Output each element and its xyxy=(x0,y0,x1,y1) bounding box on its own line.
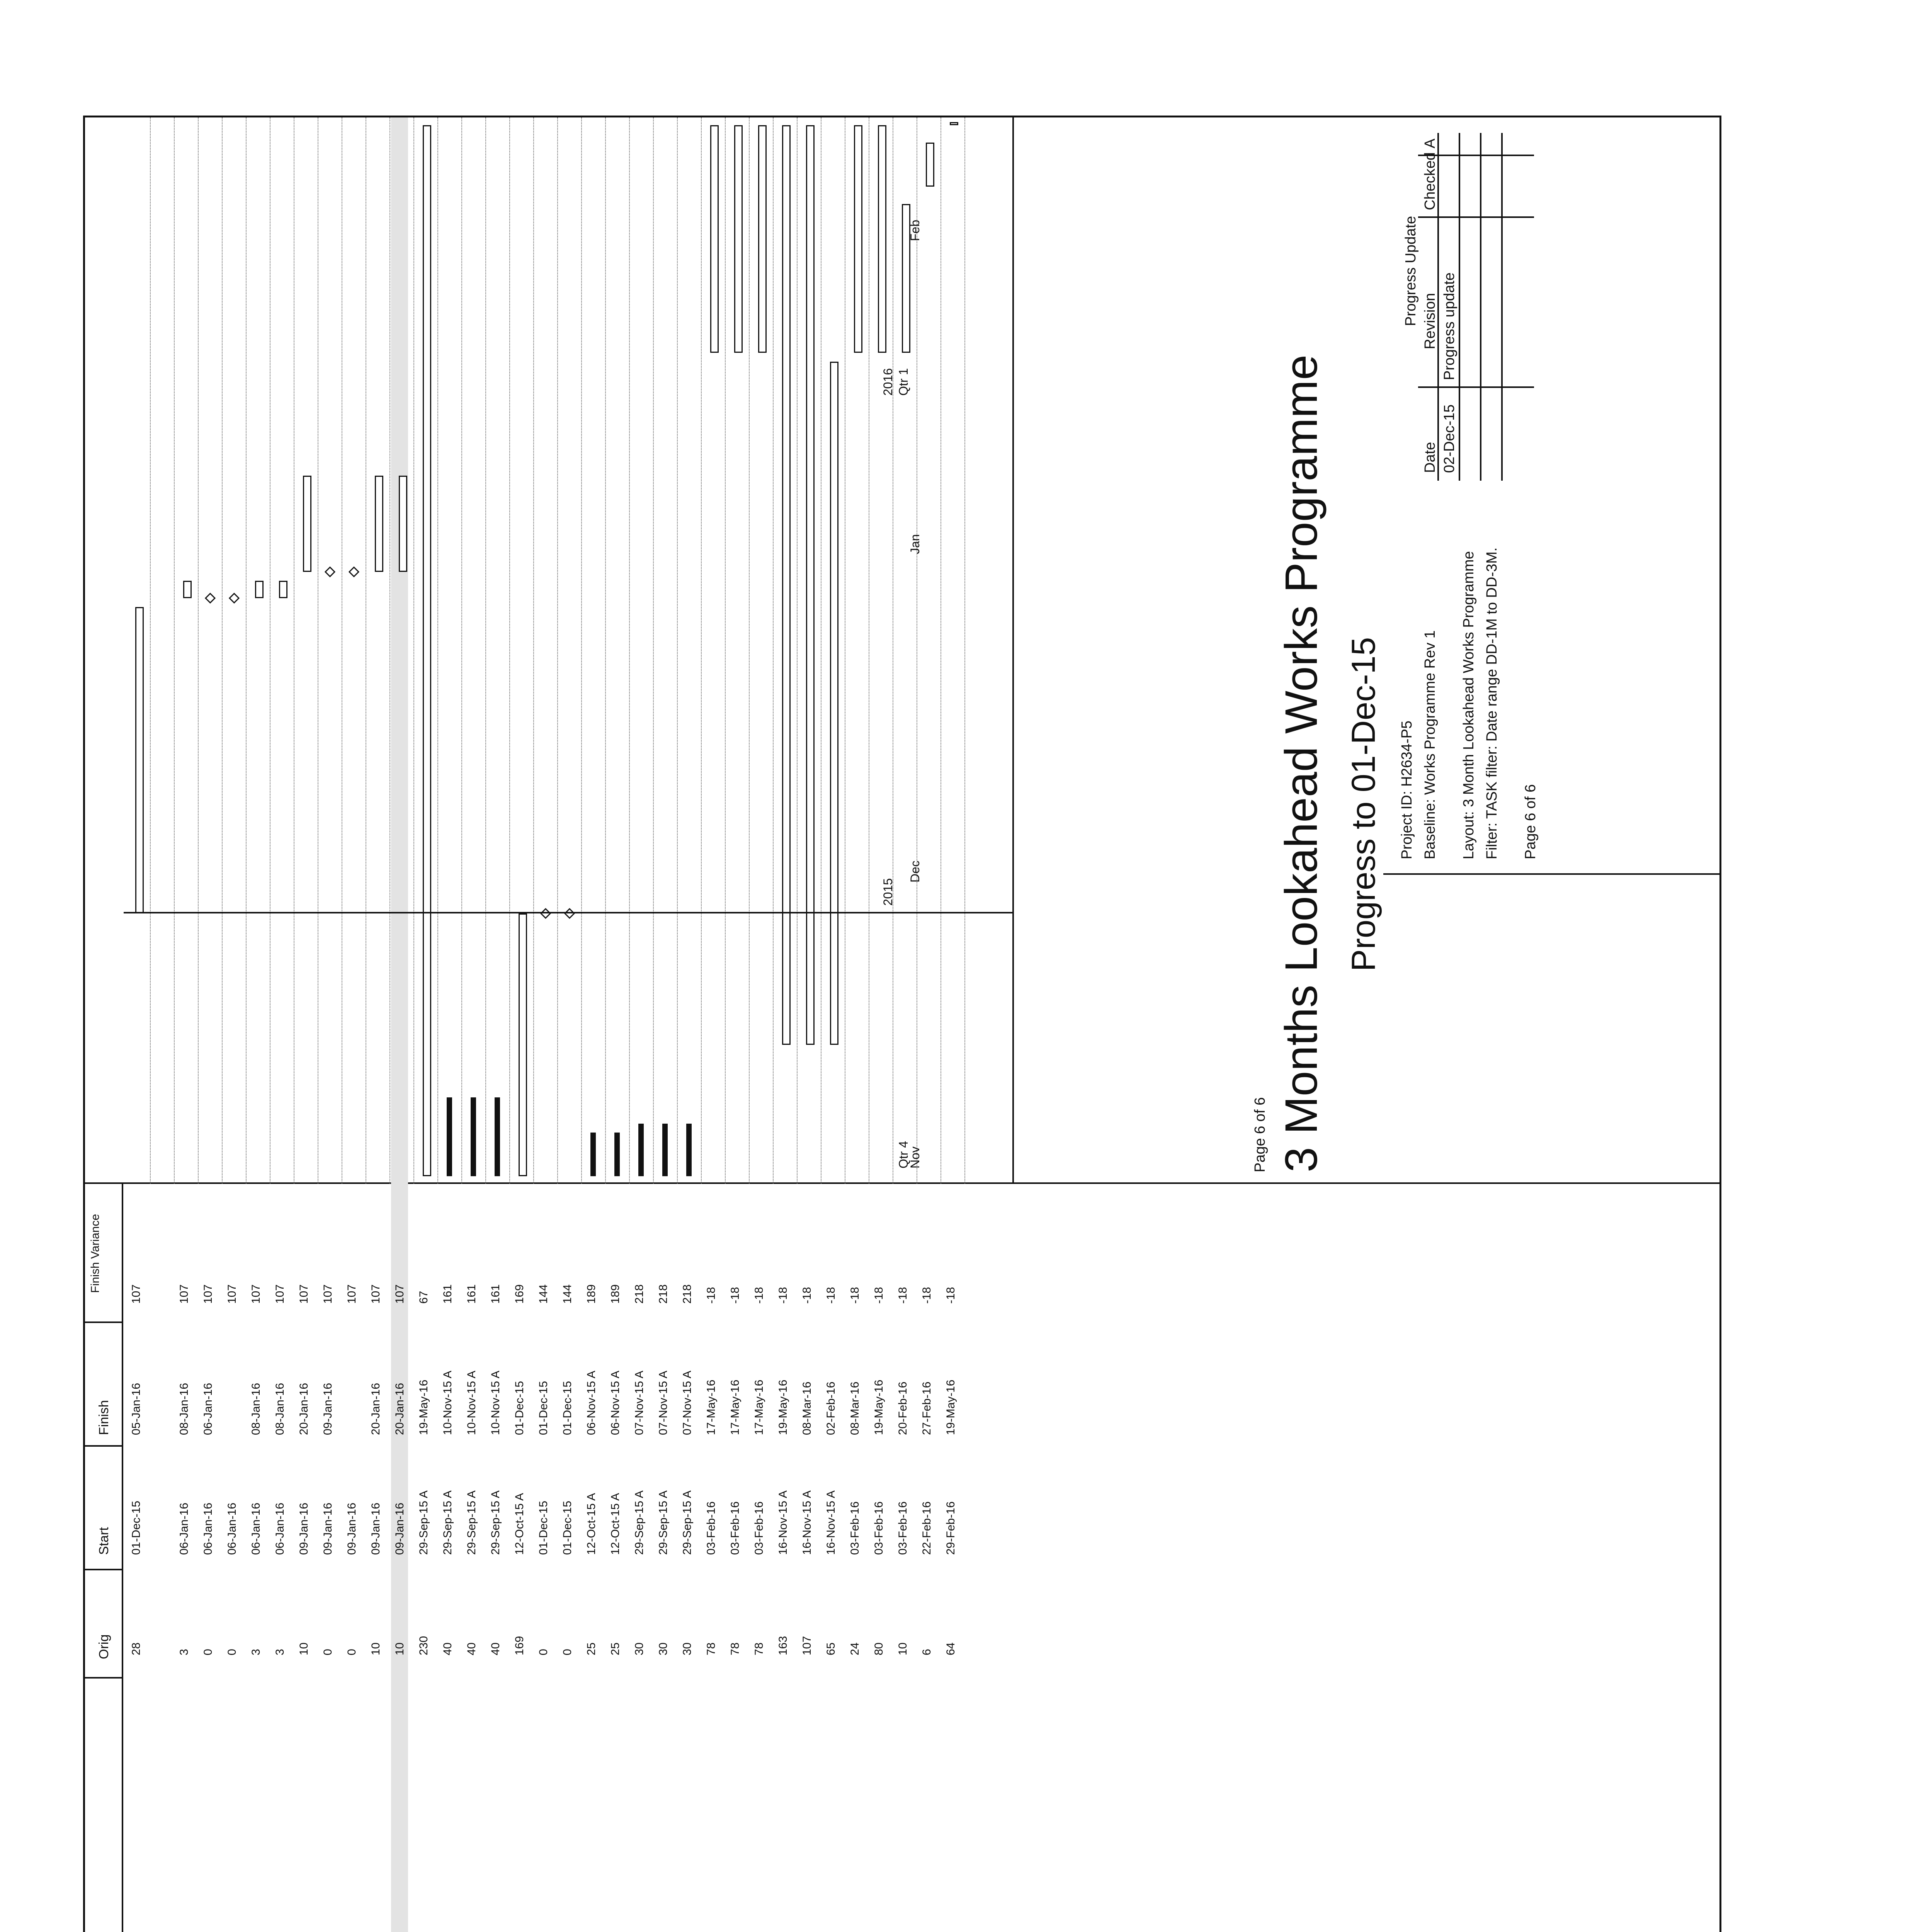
info-divider xyxy=(1383,873,1719,875)
cell-finish: 08-Jan-16 xyxy=(250,1383,262,1435)
cell-start: 29-Feb-16 xyxy=(944,1501,957,1555)
cell-start: 12-Oct-15 A xyxy=(513,1493,526,1555)
cell-finish: 08-Mar-16 xyxy=(849,1381,861,1435)
cell-finish: 07-Nov-15 A xyxy=(681,1371,694,1435)
cell-finish: 20-Jan-16 xyxy=(369,1383,382,1435)
cell-start: 06-Jan-16 xyxy=(250,1502,262,1555)
gantt-bar xyxy=(734,125,743,353)
row-gridline xyxy=(485,117,486,1184)
cell-start: 29-Sep-15 A xyxy=(489,1490,502,1555)
table-row xyxy=(128,117,145,1932)
cell-start: 09-Jan-16 xyxy=(369,1502,382,1555)
cell-orig: 24 xyxy=(849,1642,861,1655)
cell-orig: 163 xyxy=(777,1636,789,1655)
cell-start: 06-Jan-16 xyxy=(202,1502,214,1555)
cell-finish: 01-Dec-15 xyxy=(537,1381,550,1435)
title-main: 3 Months Lookahead Works Programme xyxy=(1276,354,1327,1172)
cell-var: -18 xyxy=(729,1287,742,1304)
cell-start: 29-Sep-15 A xyxy=(681,1490,694,1555)
cell-start: 09-Jan-16 xyxy=(298,1502,310,1555)
cell-orig: 10 xyxy=(298,1642,310,1655)
gantt-bar xyxy=(255,581,264,598)
row-gridline xyxy=(437,117,438,1184)
cell-var: 144 xyxy=(561,1284,574,1304)
cell-var: 161 xyxy=(489,1284,502,1304)
cell-var: -18 xyxy=(944,1287,957,1304)
row-gridline xyxy=(701,117,702,1184)
cell-orig: 78 xyxy=(705,1642,718,1655)
timeline-qtr1: Qtr 1 xyxy=(896,368,910,396)
rev-col-line xyxy=(1418,386,1534,388)
cell-orig: 78 xyxy=(729,1642,742,1655)
table-row xyxy=(679,117,696,1932)
timeline-qtr4: Qtr 4 xyxy=(896,1141,910,1168)
gantt-bar xyxy=(303,476,311,572)
cell-var: 107 xyxy=(393,1284,406,1304)
cell-orig: 0 xyxy=(537,1649,550,1655)
table-row xyxy=(295,117,312,1932)
cell-finish: 19-May-16 xyxy=(872,1379,885,1435)
cell-var: -18 xyxy=(801,1287,813,1304)
row-gridline xyxy=(413,117,414,1184)
cell-var: 107 xyxy=(345,1284,358,1304)
cell-start: 01-Dec-15 xyxy=(130,1500,143,1555)
cell-start: 03-Feb-16 xyxy=(849,1501,861,1555)
row-gridline xyxy=(246,117,247,1184)
timeline-year-2016: 2016 xyxy=(881,368,895,396)
cell-orig: 30 xyxy=(633,1642,646,1655)
cell-start: 09-Jan-16 xyxy=(321,1502,334,1555)
cell-orig: 6 xyxy=(920,1649,933,1655)
gantt-bar xyxy=(614,1133,620,1176)
gantt-bar xyxy=(471,1097,476,1176)
cell-start: 06-Jan-16 xyxy=(226,1502,238,1555)
cell-var: -18 xyxy=(896,1287,909,1304)
cell-orig: 25 xyxy=(609,1642,622,1655)
revision-text: Progress update xyxy=(1441,272,1458,380)
table-row xyxy=(631,117,648,1932)
cell-finish: 07-Nov-15 A xyxy=(657,1371,670,1435)
header-divider xyxy=(122,1184,123,1932)
gantt-bar xyxy=(926,143,934,186)
col-finish-variance: Finish Variance xyxy=(89,1214,102,1293)
gantt-bar xyxy=(590,1133,596,1176)
row-gridline xyxy=(533,117,534,1184)
cell-var: 107 xyxy=(321,1284,334,1304)
row-gridline xyxy=(605,117,606,1184)
table-row xyxy=(463,117,480,1932)
cell-var: 144 xyxy=(537,1284,550,1304)
cell-finish: 19-May-16 xyxy=(417,1379,430,1435)
data-date-line xyxy=(124,912,1012,913)
gantt-bar xyxy=(662,1124,668,1176)
table-row xyxy=(487,117,504,1932)
cell-start: 03-Feb-16 xyxy=(872,1501,885,1555)
cell-var: 161 xyxy=(441,1284,454,1304)
cell-finish: 06-Nov-15 A xyxy=(585,1371,598,1435)
gantt-bar xyxy=(423,125,431,1176)
cell-var: 67 xyxy=(417,1291,430,1304)
timeline-month-jan: Jan xyxy=(908,534,922,554)
table-row xyxy=(439,117,456,1932)
cell-start: 03-Feb-16 xyxy=(729,1501,742,1555)
cell-finish: 02-Feb-16 xyxy=(825,1381,837,1435)
cell-orig: 10 xyxy=(369,1642,382,1655)
page-frame xyxy=(83,116,1721,1932)
row-gridline xyxy=(940,117,941,1184)
table-row xyxy=(942,117,959,1932)
cell-finish: 08-Jan-16 xyxy=(274,1383,286,1435)
timeline-year-2015: 2015 xyxy=(881,878,895,906)
cell-finish: 01-Dec-15 xyxy=(561,1381,574,1435)
rev-col-line xyxy=(1418,155,1534,156)
revision-col-approved: A xyxy=(1422,138,1438,148)
gantt-bar xyxy=(638,1124,644,1176)
table-row xyxy=(702,117,719,1932)
gantt-bar xyxy=(686,1124,692,1176)
cell-var: 107 xyxy=(274,1284,286,1304)
table-row xyxy=(559,117,576,1932)
gantt-bar xyxy=(878,125,886,353)
table-row xyxy=(319,117,336,1932)
cell-orig: 80 xyxy=(872,1642,885,1655)
project-page: Page 6 of 6 xyxy=(1522,784,1539,859)
cell-start: 29-Sep-15 A xyxy=(657,1490,670,1555)
cell-var: 161 xyxy=(465,1284,478,1304)
col-orig: Orig xyxy=(97,1634,111,1659)
cell-start: 03-Feb-16 xyxy=(896,1501,909,1555)
revision-date: 02-Dec-15 xyxy=(1441,404,1458,473)
row-gridline xyxy=(797,117,798,1184)
col-sep xyxy=(85,1677,122,1679)
cell-var: 107 xyxy=(298,1284,310,1304)
cell-start: 29-Sep-15 A xyxy=(465,1490,478,1555)
cell-finish: 06-Jan-16 xyxy=(202,1383,214,1435)
cell-start: 01-Dec-15 xyxy=(537,1500,550,1555)
cell-var: 169 xyxy=(513,1284,526,1304)
gantt-bar xyxy=(854,125,862,353)
project-filter: Filter: TASK filter: Date range DD-1M to DD-3M. xyxy=(1484,547,1500,859)
cell-orig: 0 xyxy=(321,1649,334,1655)
cell-finish: 20-Feb-16 xyxy=(896,1381,909,1435)
cell-start: 09-Jan-16 xyxy=(345,1502,358,1555)
rev-line xyxy=(1480,133,1481,481)
cell-finish: 27-Feb-16 xyxy=(920,1381,933,1435)
row-gridline xyxy=(749,117,750,1184)
gantt-bar xyxy=(710,125,719,353)
gantt-bar xyxy=(399,476,407,572)
timeline-month-feb: Feb xyxy=(908,219,922,241)
row-gridline xyxy=(629,117,630,1184)
cell-var: 218 xyxy=(633,1284,646,1304)
row-gridline xyxy=(725,117,726,1184)
cell-orig: 169 xyxy=(513,1636,526,1655)
cell-finish: 17-May-16 xyxy=(753,1379,765,1435)
cell-orig: 3 xyxy=(250,1649,262,1655)
cell-start: 12-Oct-15 A xyxy=(585,1493,598,1555)
cell-orig: 25 xyxy=(585,1642,598,1655)
cell-var: 218 xyxy=(657,1284,670,1304)
col-start: Start xyxy=(97,1527,111,1555)
col-sep xyxy=(85,1445,122,1447)
cell-start: 16-Nov-15 A xyxy=(825,1490,837,1555)
table-row xyxy=(607,117,624,1932)
row-gridline xyxy=(964,117,965,1184)
cell-orig: 0 xyxy=(202,1649,214,1655)
cell-finish: 19-May-16 xyxy=(777,1379,789,1435)
cell-var: 107 xyxy=(130,1284,143,1304)
cell-orig: 78 xyxy=(753,1642,765,1655)
chart-bottom-border xyxy=(1012,117,1014,1184)
row-gridline xyxy=(581,117,582,1184)
project-id: Project ID: H2634-P5 xyxy=(1399,720,1415,859)
gantt-bar xyxy=(183,581,192,598)
table-row xyxy=(247,117,264,1932)
revision-table xyxy=(1399,133,1708,481)
cell-var: 107 xyxy=(202,1284,214,1304)
table-row xyxy=(918,117,935,1932)
cell-start: 03-Feb-16 xyxy=(705,1501,718,1555)
cell-finish: 06-Nov-15 A xyxy=(609,1371,622,1435)
table-row xyxy=(750,117,767,1932)
rev-col-line xyxy=(1418,216,1534,218)
title-sub: Progress to 01-Dec-15 xyxy=(1345,637,1382,971)
cell-var: -18 xyxy=(920,1287,933,1304)
cell-finish: 09-Jan-16 xyxy=(321,1383,334,1435)
cell-var: 107 xyxy=(369,1284,382,1304)
gantt-bar xyxy=(950,122,958,125)
row-gridline xyxy=(557,117,558,1184)
cell-var: -18 xyxy=(872,1287,885,1304)
table-row xyxy=(151,117,168,1932)
cell-start: 06-Jan-16 xyxy=(274,1502,286,1555)
row-gridline xyxy=(461,117,462,1184)
project-baseline: Baseline: Works Programme Rev 1 xyxy=(1422,630,1438,859)
cell-var: -18 xyxy=(825,1287,837,1304)
cell-var: 107 xyxy=(178,1284,190,1304)
table-row xyxy=(391,117,408,1932)
table-row xyxy=(223,117,240,1932)
cell-orig: 0 xyxy=(226,1649,238,1655)
table-row xyxy=(367,117,384,1932)
cell-start: 29-Sep-15 A xyxy=(417,1490,430,1555)
cell-orig: 10 xyxy=(393,1642,406,1655)
cell-orig: 3 xyxy=(178,1649,190,1655)
cell-orig: 30 xyxy=(681,1642,694,1655)
revision-col-date: Date xyxy=(1422,442,1438,473)
cell-orig: 0 xyxy=(345,1649,358,1655)
table-row xyxy=(271,117,288,1932)
cell-orig: 40 xyxy=(465,1642,478,1655)
cell-var: -18 xyxy=(705,1287,718,1304)
project-layout: Layout: 3 Month Lookahead Works Programme xyxy=(1461,551,1477,859)
title-page-label: Page 6 of 6 xyxy=(1252,1097,1268,1172)
cell-orig: 30 xyxy=(657,1642,670,1655)
row-gridline xyxy=(222,117,223,1184)
cell-orig: 40 xyxy=(441,1642,454,1655)
cell-orig: 3 xyxy=(274,1649,286,1655)
cell-start: 16-Nov-15 A xyxy=(777,1490,789,1555)
cell-finish: 20-Jan-16 xyxy=(298,1383,310,1435)
cell-finish: 07-Nov-15 A xyxy=(633,1371,646,1435)
cell-finish: 05-Jan-16 xyxy=(130,1383,143,1435)
cell-orig: 230 xyxy=(417,1636,430,1655)
cell-var: -18 xyxy=(777,1287,789,1304)
cell-var: 189 xyxy=(585,1284,598,1304)
cell-finish: 20-Jan-16 xyxy=(393,1383,406,1435)
table-row xyxy=(175,117,192,1932)
cell-finish: 10-Nov-15 A xyxy=(489,1371,502,1435)
cell-start: 29-Sep-15 A xyxy=(441,1490,454,1555)
cell-finish: 10-Nov-15 A xyxy=(465,1371,478,1435)
gantt-bar xyxy=(519,913,527,1176)
row-gridline xyxy=(389,117,390,1184)
cell-orig: 40 xyxy=(489,1642,502,1655)
cell-orig: 65 xyxy=(825,1642,837,1655)
gantt-bar xyxy=(806,125,815,1045)
gantt-bar xyxy=(375,476,383,572)
cell-start: 16-Nov-15 A xyxy=(801,1490,813,1555)
table-row xyxy=(199,117,216,1932)
cell-finish: 01-Dec-15 xyxy=(513,1381,526,1435)
cell-orig: 0 xyxy=(561,1649,574,1655)
cell-start: 22-Feb-16 xyxy=(920,1501,933,1555)
gantt-bar xyxy=(782,125,791,1045)
row-gridline xyxy=(509,117,510,1184)
gantt-bar xyxy=(135,607,144,913)
cell-var: -18 xyxy=(849,1287,861,1304)
cell-finish: 08-Mar-16 xyxy=(801,1381,813,1435)
table-row xyxy=(583,117,600,1932)
cell-orig: 64 xyxy=(944,1642,957,1655)
cell-orig: 107 xyxy=(801,1636,813,1655)
gantt-bar xyxy=(830,362,838,1045)
table-row xyxy=(846,117,863,1932)
revision-col-revision: Revision xyxy=(1422,293,1438,349)
cell-start: 03-Feb-16 xyxy=(753,1501,765,1555)
row-gridline xyxy=(677,117,678,1184)
cell-var: 107 xyxy=(226,1284,238,1304)
rev-line xyxy=(1459,133,1460,481)
col-sep xyxy=(85,1569,122,1570)
table-row xyxy=(535,117,552,1932)
row-gridline xyxy=(198,117,199,1184)
cell-orig: 10 xyxy=(896,1642,909,1655)
gantt-bar xyxy=(279,581,287,598)
cell-var: -18 xyxy=(753,1287,765,1304)
cell-start: 29-Sep-15 A xyxy=(633,1490,646,1555)
gantt-bar xyxy=(495,1097,500,1176)
revision-col-checked: Checked xyxy=(1422,152,1438,210)
cell-start: 06-Jan-16 xyxy=(178,1502,190,1555)
cell-var: 107 xyxy=(250,1284,262,1304)
timeline-month-nov: Nov xyxy=(908,1146,922,1168)
cell-start: 09-Jan-16 xyxy=(393,1502,406,1555)
cell-finish: 10-Nov-15 A xyxy=(441,1371,454,1435)
table-row xyxy=(655,117,672,1932)
gantt-bar xyxy=(447,1097,452,1176)
cell-orig: 28 xyxy=(130,1642,143,1655)
row-gridline xyxy=(174,117,175,1184)
cell-finish: 17-May-16 xyxy=(729,1379,742,1435)
cell-var: 189 xyxy=(609,1284,622,1304)
cell-start: 12-Oct-15 A xyxy=(609,1493,622,1555)
table-row xyxy=(343,117,360,1932)
cell-finish: 19-May-16 xyxy=(944,1379,957,1435)
table-row xyxy=(726,117,743,1932)
cell-var: 218 xyxy=(681,1284,694,1304)
row-gridline xyxy=(653,117,654,1184)
rev-line xyxy=(1501,133,1503,481)
row-gridline xyxy=(150,117,151,1184)
row-gridline xyxy=(773,117,774,1184)
timeline-month-dec: Dec xyxy=(908,861,922,883)
cell-finish: 17-May-16 xyxy=(705,1379,718,1435)
cell-finish: 08-Jan-16 xyxy=(178,1383,190,1435)
cell-start: 01-Dec-15 xyxy=(561,1500,574,1555)
revision-heading: Progress Update xyxy=(1403,216,1419,326)
rev-line xyxy=(1437,133,1439,481)
col-sep xyxy=(85,1321,122,1323)
gantt-bar xyxy=(758,125,767,353)
col-finish: Finish xyxy=(97,1400,111,1435)
